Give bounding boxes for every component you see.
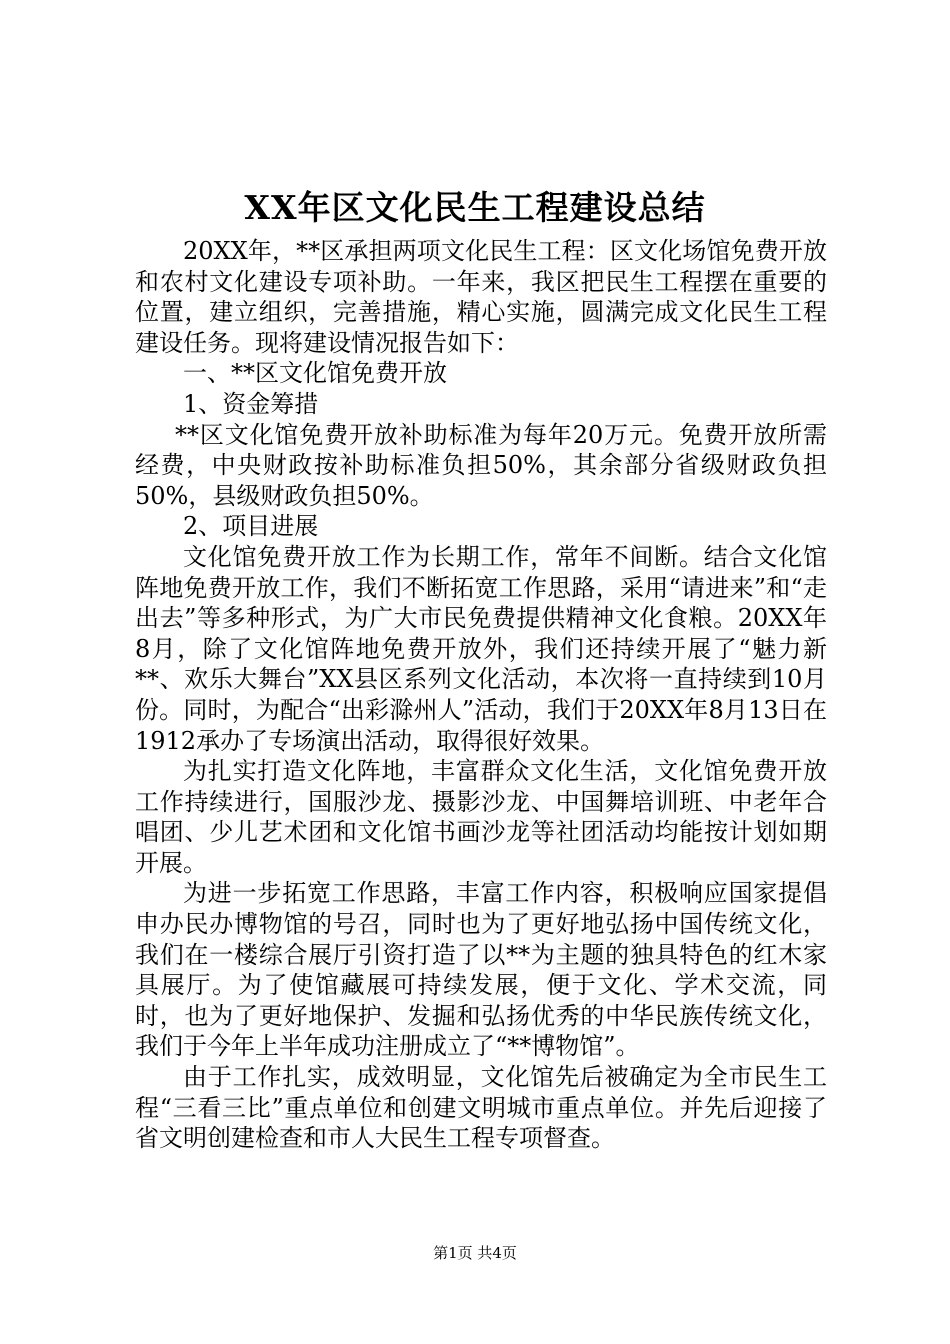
document-title: XX年区文化民生工程建设总结 <box>244 188 706 227</box>
paragraph-funding: **区文化馆免费开放补助标准为每年20万元。免费开放所需经费，中央财政按补助标准负担50%，其余部分省级财政负担50%，县级财政负担50%。 <box>135 420 827 510</box>
section-heading-1: 一、**区文化馆免费开放 <box>183 359 447 388</box>
paragraph-museum: 为进一步拓宽工作思路，丰富工作内容，积极响应国家提倡申办民办博物馆的号召，同时也为了更好地弘扬中国传统文化，我们在一楼综合展厅引资打造了以**为主题的独具特色的红木家具展厅。为了使馆藏展可持续发展，便于文化、学术交流，同时，也为了更好地保护、发掘和弘扬优秀的中华民族传统文化，我们于今年上半年成功注册成立了“**博物馆”。 <box>135 879 827 1061</box>
paragraph-progress: 文化馆免费开放工作为长期工作，常年不间断。结合文化馆阵地免费开放工作，我们不断拓宽工作思路，采用“请进来”和“走出去”等多种形式，为广大市民免费提供精神文化食粮。20XX年8月，除了文化馆阵地免费开放外，我们还持续开展了“魅力新**、欢乐大舞台”XX县区系列文化活动，本次将一直持续到10月份。同时，为配合“出彩滁州人”活动，我们于20XX年8月13日在1912承办了专场演出活动，取得很好效果。 <box>135 542 827 755</box>
paragraph-intro: 20XX年，**区承担两项文化民生工程：区文化场馆免费开放和农村文化建设专项补助。一年来，我区把民生工程摆在重要的位置，建立组织，完善措施，精心实施，圆满完成文化民生工程建设任务。现将建设情况报告如下： <box>135 237 827 357</box>
paragraph-activities: 为扎实打造文化阵地，丰富群众文化生活，文化馆免费开放工作持续进行，国服沙龙、摄影沙龙、中国舞培训班、中老年合唱团、少儿艺术团和文化馆书画沙龙等社团活动均能按计划如期开展。 <box>135 757 827 877</box>
subsection-heading-funding: 1、资金筹措 <box>183 389 319 418</box>
paragraph-results: 由于工作扎实，成效明显，文化馆先后被确定为全市民生工程“三看三比”重点单位和创建文明城市重点单位。并先后迎接了省文明创建检查和市人大民生工程专项督查。 <box>135 1063 827 1153</box>
document-body <box>135 236 827 1154</box>
page-footer: 第1页 共4页 <box>433 1244 517 1262</box>
subsection-heading-progress: 2、项目进展 <box>183 512 319 541</box>
